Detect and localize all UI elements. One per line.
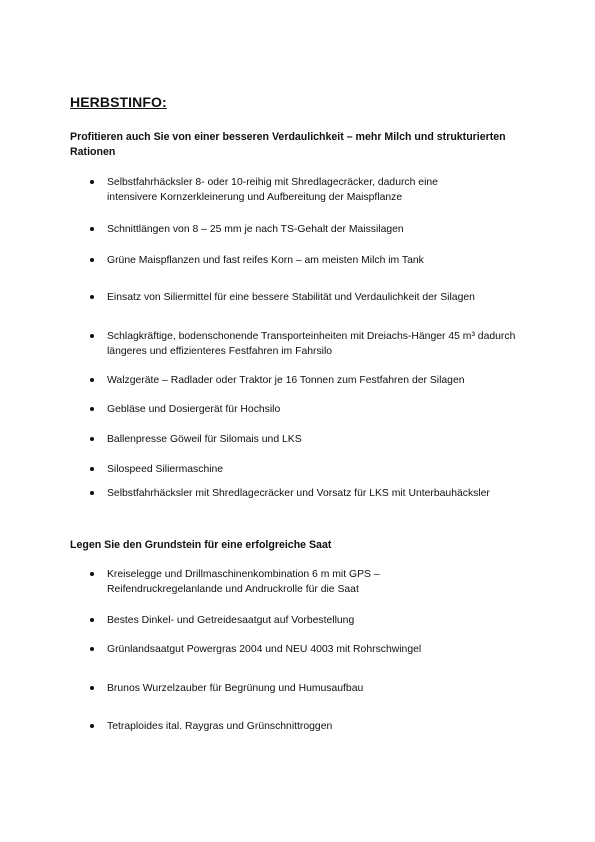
bullet-icon (90, 407, 94, 411)
bullet-icon (90, 334, 94, 338)
list-item-text: Walzgeräte – Radlader oder Traktor je 16 Tonnen zum Festfahren der Silagen (107, 375, 465, 386)
bullet-icon (90, 180, 94, 184)
bullet-icon (90, 618, 94, 622)
bullet-icon (90, 467, 94, 471)
list-item-text: Gebläse und Dosiergerät für Hochsilo (107, 404, 281, 415)
bullet-icon (90, 647, 94, 651)
bullet-icon (90, 378, 94, 382)
bullet-icon (90, 724, 94, 728)
list-item-text: Brunos Wurzelzauber für Begrünung und Humusaufbau (107, 683, 364, 694)
list-item-text: Grüne Maispflanzen und fast reifes Korn – am meisten Milch im Tank (107, 255, 424, 266)
list-item-text: Kreiselegge und Drillmaschinenkombination 6 m mit GPS – Reifendruckregelanlande und Andruckrolle für die Saat (107, 569, 380, 595)
section-heading-sowing: Legen Sie den Grundstein für eine erfolgreiche Saat (70, 539, 332, 551)
list-item-text: Selbstfahrhäcksler 8- oder 10-reihig mit Shredlagecräcker, dadurch eine intensivere Kornzerkleinerung und Aufbereitung der Maispflanze (107, 177, 438, 203)
bullet-icon (90, 572, 94, 576)
list-item-text: Bestes Dinkel- und Getreidesaatgut auf Vorbestellung (107, 615, 355, 626)
page-title: HERBSTINFO: (70, 94, 167, 110)
list-item-text: Grünlandsaatgut Powergras 2004 und NEU 4003 mit Rohrschwingel (107, 644, 422, 655)
list-item-text: Silospeed Siliermaschine (107, 464, 224, 475)
bullet-icon (90, 437, 94, 441)
bullet-icon (90, 686, 94, 690)
list-item-text: Einsatz von Siliermittel für eine bessere Stabilität und Verdaulichkeit der Silagen (107, 292, 475, 303)
list-item-text: Ballenpresse Göweil für Silomais und LKS (107, 434, 302, 445)
list-item-text: Selbstfahrhäcksler mit Shredlagecräcker und Vorsatz für LKS mit Unterbauhäcksler (107, 488, 490, 499)
list-item-text: Tetraploides ital. Raygras und Grünschnittroggen (107, 721, 333, 732)
bullet-icon (90, 491, 94, 495)
list-item-text: Schlagkräftige, bodenschonende Transporteinheiten mit Dreiachs-Hänger 45 m³ dadurch längeres und effizienteres Festfahren im Fahrsilo (107, 331, 516, 357)
bullet-icon (90, 295, 94, 299)
list-item-text: Schnittlängen von 8 – 25 mm je nach TS-Gehalt der Maissilagen (107, 224, 404, 235)
bullet-icon (90, 227, 94, 231)
bullet-icon (90, 258, 94, 262)
section-heading-digestibility: Profitieren auch Sie von einer besseren Verdaulichkeit – mehr Milch und strukturierten Rationen (70, 131, 506, 158)
